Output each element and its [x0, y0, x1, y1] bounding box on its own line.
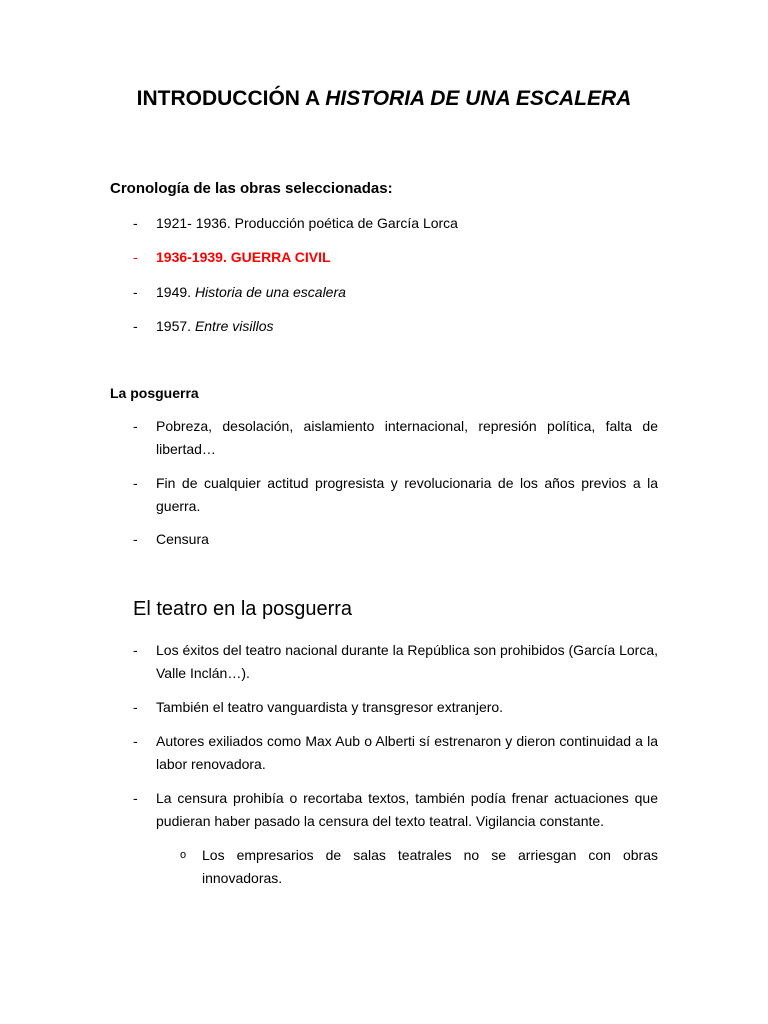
theatre-item	[133, 730, 658, 776]
list-dash: -	[133, 284, 138, 300]
title-prefix: INTRODUCCIÓN A	[136, 87, 326, 110]
theatre-item-text: También el teatro vanguardista y transgresor extranjero.	[156, 699, 504, 715]
list-dash: -	[133, 475, 138, 491]
postwar-item	[133, 528, 658, 551]
chronology-item-text: 1936-1939. GUERRA CIVIL	[156, 249, 331, 265]
theatre-item	[133, 639, 658, 685]
list-dash: -	[133, 642, 138, 658]
chronology-item	[133, 212, 658, 235]
chronology-item-text: 1949.	[156, 284, 195, 300]
work-title: Entre visillos	[194, 318, 274, 334]
theatre-subitem-text: Los empresarios de salas teatrales no se arriesgan con obras innovadoras.	[202, 847, 658, 886]
chronology-item-highlight	[133, 246, 658, 269]
title-italic: HISTORIA DE UNA ESCALERA	[325, 87, 632, 110]
theatre-item-text: Los éxitos del teatro nacional durante la República son prohibidos (García Lorca, Valle Inclán…).	[156, 642, 658, 681]
postwar-item-text: Censura	[156, 531, 209, 547]
chronology-item-text: 1957.	[156, 318, 195, 334]
list-dash: -	[133, 215, 138, 231]
postwar-item-text: Fin de cualquier actitud progresista y revolucionaria de los años previos a la guerra.	[156, 475, 658, 514]
work-title: Historia de una escalera	[194, 284, 346, 300]
list-dash: -	[133, 733, 138, 749]
postwar-item	[133, 472, 658, 518]
theatre-heading: El teatro en la posguerra	[133, 598, 353, 620]
page-title	[0, 86, 768, 112]
list-dash: -	[133, 699, 138, 715]
chronology-item	[133, 281, 658, 304]
list-dash: -	[133, 249, 138, 265]
theatre-item-text: Autores exiliados como Max Aub o Alberti sí estrenaron y dieron continuidad a la labor renovadora.	[156, 733, 658, 772]
list-dash: -	[133, 531, 138, 547]
chronology-item-text: 1921- 1936. Producción poética de García Lorca	[156, 215, 458, 231]
theatre-subitem	[180, 844, 658, 890]
list-dash: -	[133, 418, 138, 434]
theatre-item	[133, 787, 658, 833]
theatre-item-text: La censura prohibía o recortaba textos, también podía frenar actuaciones que pudieran haber pasado la censura del texto teatral. Vigilancia constante.	[156, 790, 658, 829]
list-dash: -	[133, 790, 138, 806]
chronology-item	[133, 315, 658, 338]
postwar-heading: La posguerra	[110, 385, 199, 401]
postwar-item-text: Pobreza, desolación, aislamiento internacional, represión política, falta de libertad…	[156, 418, 658, 457]
list-dash: -	[133, 318, 138, 334]
chronology-heading: Cronología de las obras seleccionadas:	[110, 180, 393, 197]
postwar-item	[133, 415, 658, 461]
circle-bullet-icon: o	[180, 849, 187, 861]
theatre-item	[133, 696, 658, 719]
